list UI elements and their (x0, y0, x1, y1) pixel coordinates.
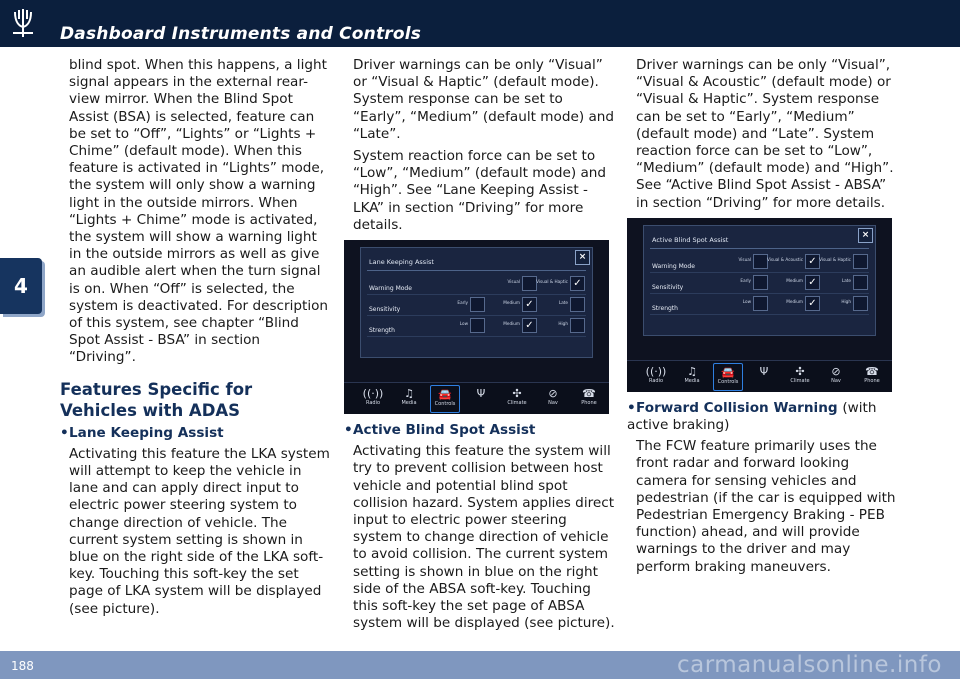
paragraph: Driver warnings can be only “Visual” or “Visual & Haptic” (default mode). System response can be set to “Early”, “Medium” (default mode) and “Late”. (353, 57, 615, 142)
close-icon: × (861, 229, 870, 240)
option-checkbox[interactable] (570, 276, 585, 291)
setting-option-label: Medium (503, 300, 520, 306)
panel-divider (650, 248, 869, 249)
nav-item-label: Radio (648, 377, 664, 384)
compass-icon: ⊘ (548, 387, 558, 401)
nav-item-home[interactable] (749, 361, 779, 392)
setting-row (650, 252, 869, 273)
setting-option-label: High (841, 298, 851, 304)
bullet-title: Active Blind Spot Assist (353, 422, 536, 439)
bullet-dot: • (344, 422, 353, 439)
nav-item-radio[interactable] (358, 383, 388, 414)
setting-label: Strength (369, 327, 395, 335)
panel-title: Active Blind Spot Assist (652, 235, 729, 244)
setting-option-label: Visual (507, 279, 520, 285)
trident-icon: Ψ (476, 387, 486, 401)
setting-option-label: Low (742, 298, 751, 304)
page-footer (0, 651, 960, 679)
option-checkbox[interactable] (853, 296, 868, 311)
nav-item-home[interactable] (466, 383, 496, 414)
setting-row (650, 294, 869, 315)
car-icon: 🚘 (721, 365, 735, 379)
paragraph: System reaction force can be set to “Low”, “Medium” (default mode) and “High”. See “Lane Keeping Assist - LKA” in section “Driving” for more details. (353, 148, 607, 233)
setting-label: Warning Mode (652, 262, 695, 270)
setting-row (650, 273, 869, 294)
nav-item-phone[interactable] (574, 383, 604, 414)
nav-item-label: Nav (548, 400, 558, 407)
setting-option-label: Visual & Haptic (536, 279, 568, 285)
setting-label: Strength (652, 304, 678, 312)
compass-icon: ⊘ (831, 364, 841, 378)
paragraph: Activating this feature the LKA system will attempt to keep the vehicle in lane and can apply direct input to electric power steering system to change direction of vehicle. The current system setting is shown in blue on the right side of the LKA soft-key. Touching this soft-key the set page of LKA system will be displayed (see picture). (69, 445, 330, 617)
bullet-item (60, 425, 331, 442)
bullet-title: Forward Collision Warning (636, 399, 838, 416)
nav-item-nav[interactable] (538, 383, 568, 414)
setting-option-label: Visual (738, 256, 751, 262)
setting-label: Sensitivity (369, 306, 401, 314)
absa-settings-screen (627, 218, 892, 392)
nav-item-media[interactable] (677, 361, 707, 392)
setting-option-label: Medium (786, 298, 803, 304)
lka-settings-screen (344, 240, 609, 414)
setting-option-label: Medium (503, 321, 520, 327)
nav-item-climate[interactable] (502, 383, 532, 414)
nav-item-label: Phone (581, 400, 597, 407)
nav-item-nav[interactable] (821, 361, 851, 392)
setting-row (367, 316, 586, 337)
bullet-dot: • (60, 424, 69, 441)
phone-icon: ☎ (582, 387, 596, 401)
option-checkbox[interactable] (570, 297, 585, 312)
nav-item-radio[interactable] (641, 361, 671, 392)
bullet-item (344, 422, 615, 439)
setting-option-label: Early (457, 300, 468, 306)
nav-item-label: Controls (717, 378, 739, 385)
bullet-item (627, 400, 898, 434)
section-heading: Features Specific for Vehicles with ADAS (60, 379, 253, 420)
media-icon: ♫ (404, 387, 414, 401)
nav-item-label: Media (401, 400, 417, 407)
car-icon: 🚘 (438, 388, 452, 402)
setting-row (367, 295, 586, 316)
option-checkbox[interactable] (570, 318, 585, 333)
fan-icon: ✣ (795, 364, 805, 378)
close-icon: × (578, 252, 587, 263)
paragraph: Driver warnings can be only “Visual”, “Visual & Acoustic” (default mode) or “Visual & Haptic”. System response can be set to “Early”, “Medium” (default mode) and “Late”. System reaction force can be set to “Low”, “Medium” (default mode) and “High”. See “Active Blind Spot Assist - ABSA” in section “Driving” for more details. (636, 57, 894, 211)
nav-item-climate[interactable] (785, 361, 815, 392)
phone-icon: ☎ (865, 364, 879, 378)
checkmark-icon: ✓ (808, 297, 817, 309)
nav-item-label: Controls (434, 401, 456, 408)
nav-item-controls[interactable] (713, 363, 743, 391)
setting-label: Sensitivity (652, 283, 684, 291)
nav-item-label: Radio (365, 400, 381, 407)
bottom-nav-bar (344, 382, 609, 414)
checkmark-icon: ✓ (525, 299, 534, 311)
close-button[interactable] (858, 228, 873, 243)
checkmark-icon: ✓ (525, 320, 534, 332)
setting-option-label: Late (558, 300, 568, 306)
page-header-title: Dashboard Instruments and Controls (60, 24, 422, 44)
settings-panel (643, 225, 876, 336)
nav-item-label: Media (684, 377, 700, 384)
setting-option-label: Early (740, 277, 751, 283)
column-1 (60, 57, 331, 623)
bottom-nav-bar (627, 360, 892, 392)
trident-icon: Ψ (759, 364, 769, 378)
column-3 (627, 57, 898, 581)
chapter-number: 4 (14, 274, 28, 298)
page-number: 188 (11, 659, 34, 673)
chapter-tab[interactable] (0, 258, 42, 314)
setting-row (367, 274, 586, 295)
checkmark-icon: ✓ (808, 276, 817, 288)
paragraph: The FCW feature primarily uses the front radar and forward looking camera for sensing vehicles and pedestrian (if the car is equipped with Pedestrian Emergency Braking - PEB function) ahead, and will provide warnings to the driver and may perform braking maneuvers. (636, 438, 896, 575)
checkmark-icon: ✓ (808, 255, 817, 267)
bullet-title: Lane Keeping Assist (69, 424, 224, 441)
nav-item-label: Climate (507, 400, 527, 407)
setting-option-label: Low (459, 321, 468, 327)
option-checkbox[interactable] (853, 275, 868, 290)
radio-icon: ((·)) (645, 364, 667, 378)
panel-divider (367, 270, 586, 271)
close-button[interactable] (575, 250, 590, 265)
nav-item-media[interactable] (394, 383, 424, 414)
column-2 (344, 57, 615, 637)
nav-item-label: Nav (831, 377, 841, 384)
paragraph: Activating this feature the system will try to prevent collision between host vehicle and potential blind spot collision hazard. System applies direct input to electric power steering system to change direction of vehicle to avoid collision. The current system setting is shown in blue on the right side of the ABSA soft-key. Touching this soft-key the set page of ABSA system will be displayed (see picture). (353, 443, 615, 632)
page-header (0, 0, 960, 47)
radio-icon: ((·)) (362, 387, 384, 401)
nav-item-controls[interactable] (430, 385, 460, 413)
setting-option-label: Late (841, 277, 851, 283)
panel-title: Lane Keeping Assist (369, 258, 434, 267)
fan-icon: ✣ (512, 387, 522, 401)
setting-option-label: Visual & Haptic (819, 256, 851, 262)
watermark: carmanualsonline.info (676, 652, 942, 678)
setting-option-label: Medium (786, 277, 803, 283)
paragraph: blind spot. When this happens, a light signal appears in the external rear-view mirror. When the Blind Spot Assist (BSA) is selected, feature can be set to “Off”, “Lights” or “Lights + Chime” (default mode). When this feature is activated in “Lights” mode, the system will only show a warning light in the outside mirrors. When “Lights + Chime” mode is activated, the system will show a warning light in the outside mirrors as well as give an audible alert when the turn signal is on. When “Off” is selected, the system is deactivated. For description of this system, see chapter “Blind Spot Assist - BSA” in section “Driving”. (69, 57, 329, 366)
bullet-subtitle: (with active braking) (627, 399, 877, 434)
nav-item-label: Climate (790, 377, 810, 384)
trident-logo-icon (10, 7, 36, 39)
nav-item-phone[interactable] (857, 361, 887, 392)
setting-option-label: Visual & Acoustic (766, 256, 803, 262)
setting-label: Warning Mode (369, 285, 412, 293)
bullet-dot: • (627, 399, 636, 416)
checkmark-icon: ✓ (573, 278, 582, 290)
option-checkbox[interactable] (853, 254, 868, 269)
setting-option-label: High (558, 321, 568, 327)
media-icon: ♫ (687, 364, 697, 378)
nav-item-label: Phone (864, 377, 880, 384)
settings-panel (360, 247, 593, 358)
